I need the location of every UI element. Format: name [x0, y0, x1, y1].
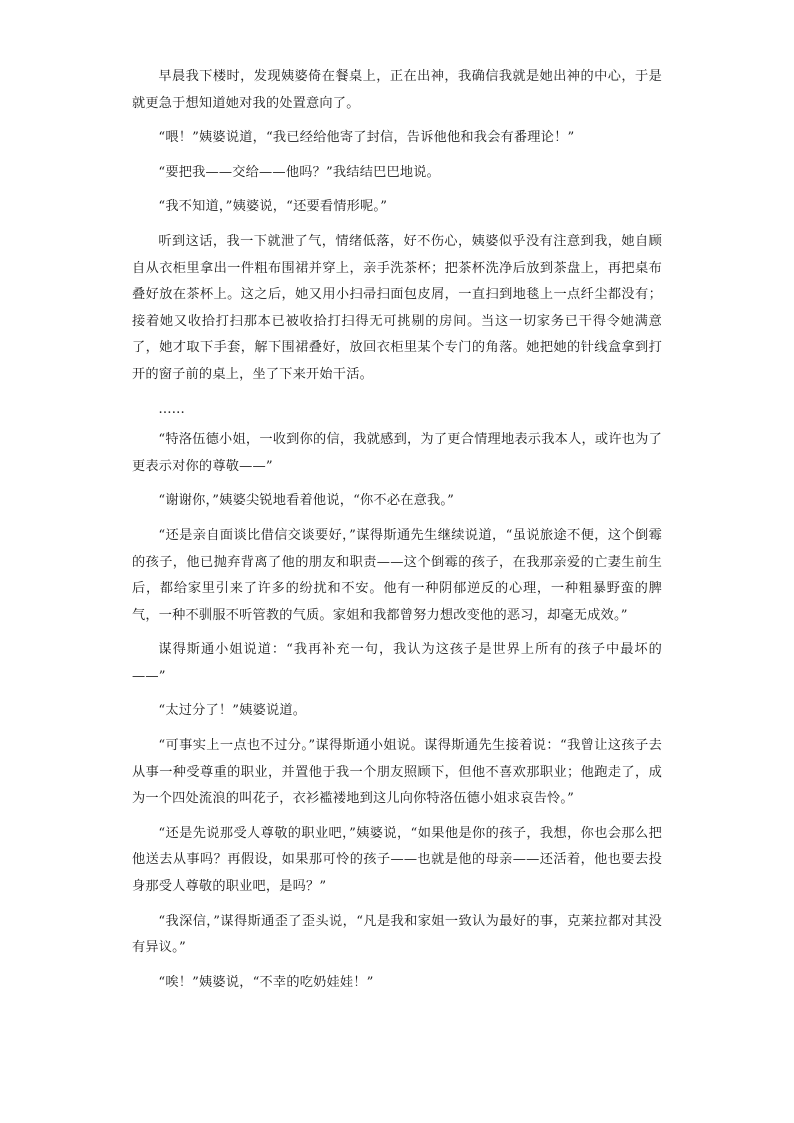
paragraph-4: “我不知道，”姨婆说，“还要看情形呢。”	[158, 199, 388, 215]
paragraph-9: 谋得斯通小姐说道：“我再补充一句，我认为这孩子是世界上所有的孩子中最坏的——”	[132, 642, 662, 684]
paragraph-1: 早晨我下楼时，发现姨婆倚在餐桌上，正在出神，我确信我就是她出神的中心，于是就更急于想知道她对我的处置意向了。	[132, 69, 662, 111]
document-body	[132, 64, 662, 1004]
paragraph-11: “可事实上一点也不过分。”谋得斯通小姐说。谋得斯通先生接着说：“我曾让这孩子去从事一种受尊重的职业，并置他于我一个朋友照顾下，但他不喜欢那职业；他跑走了，成为一个四处流浪的叫花子，衣衫褴褛地到这儿向你特洛伍德小姐求哀告怜。”	[132, 738, 662, 807]
paragraph-6: “特洛伍德小姐，一收到你的信，我就感到，为了更合情理地表示我本人，或许也为了更表示对你的尊敬——”	[132, 432, 662, 474]
paragraph-5: 听到这话，我一下就泄了气，情绪低落，好不伤心，姨婆似乎没有注意到我，她自顾自从衣柜里拿出一件粗布围裙并穿上，亲手洗茶杯；把茶杯洗净后放到茶盘上，再把桌布叠好放在茶杯上。这之后，她又用小扫帚扫面包皮屑，一直扫到地毯上一点纤尘都没有；接着她又收拾打扫那本已被收拾打扫得无可挑剔的房间。当这一切家务已干得令她满意了，她才取下手套，解下围裙叠好，放回衣柜里某个专门的角落。她把她的针线盒拿到打开的窗子前的桌上，坐了下来开始干活。	[132, 233, 662, 382]
paragraph-14: “唉！”姨婆说，“不幸的吃奶娃娃！”	[158, 974, 374, 990]
paragraph-10: “太过分了！”姨婆说道。	[158, 703, 307, 719]
paragraph-12: “还是先说那受人尊敬的职业吧，”姨婆说，“如果他是你的孩子，我想，你也会那么把他送去从事吗？再假设，如果那可怜的孩子——也就是他的母亲——还活着，他也要去投身那受人尊敬的职业吧，是吗？”	[132, 825, 662, 895]
paragraph-2: “喂！”姨婆说道，“我已经给他寄了封信，告诉他他和我会有番理论！”	[158, 130, 575, 146]
ellipsis-separator: ……	[158, 401, 185, 417]
paragraph-7: “谢谢你，”姨婆尖锐地看着他说，“你不必在意我。”	[158, 493, 455, 509]
paragraph-8: “还是亲自面谈比借信交谈要好，”谋得斯通先生继续说道，“虽说旅途不便，这个倒霉的孩子，他已抛弃背离了他的朋友和职责——这个倒霉的孩子，在我那亲爱的亡妻生前生后，都给家里引来了许多的纷扰和不安。他有一种阴郁逆反的心理，一种粗暴野蛮的脾气，一种不驯服不听管教的气质。家姐和我都曾努力想改变他的恶习，却毫无成效。”	[132, 527, 662, 623]
paragraph-3: “要把我——交给——他吗？”我结结巴巴地说。	[158, 164, 441, 180]
paragraph-13: “我深信，”谋得斯通歪了歪头说，“凡是我和家姐一致认为最好的事，克莱拉都对其没有异议。”	[132, 913, 662, 956]
